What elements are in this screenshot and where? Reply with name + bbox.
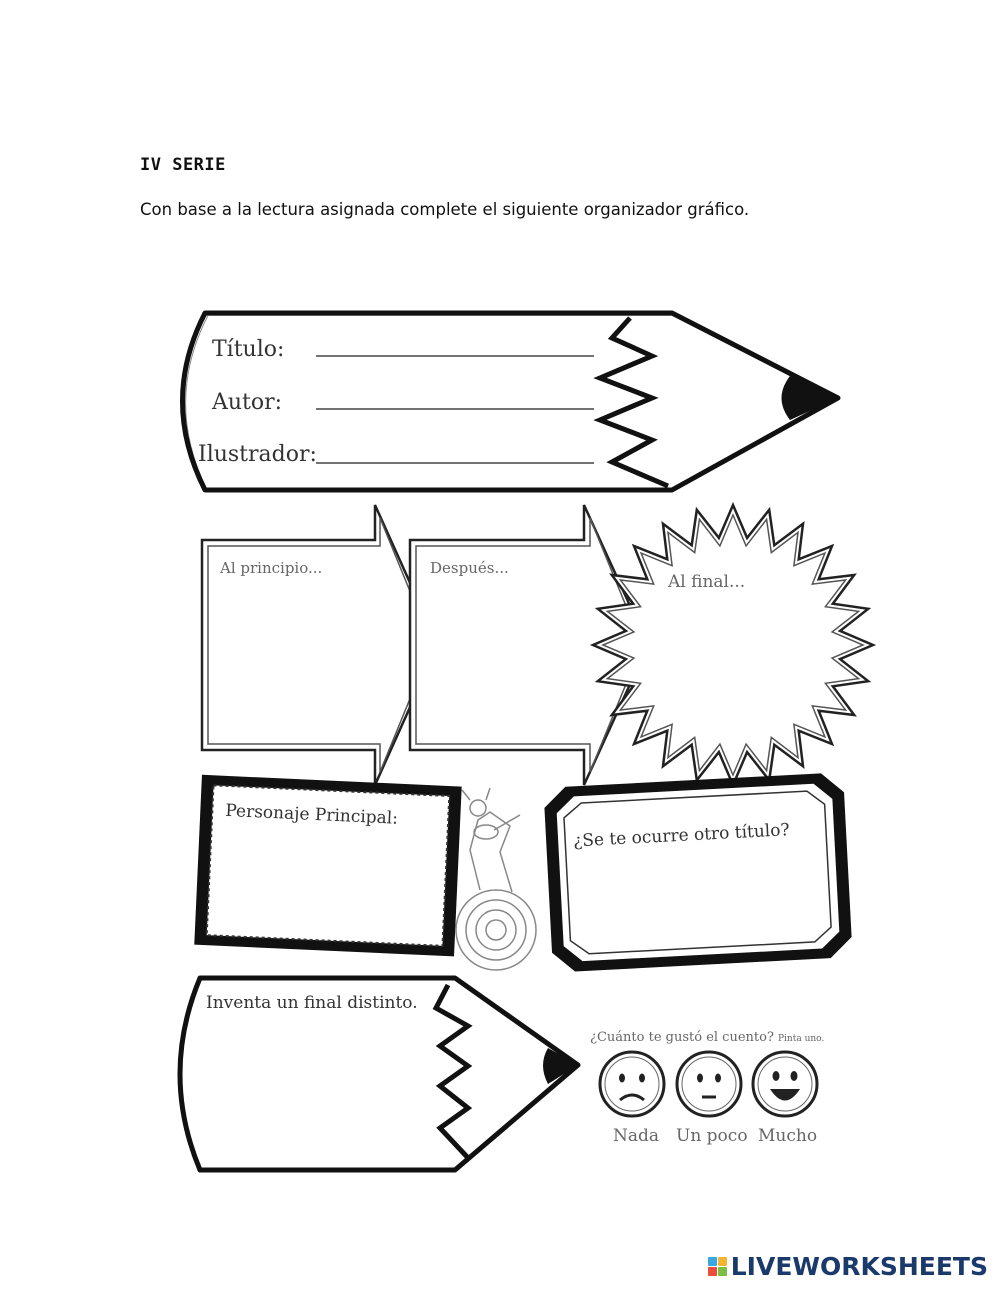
rating-option-mucho: Mucho (758, 1126, 818, 1146)
new-ending-pencil-box[interactable] (180, 978, 578, 1170)
logo-cell-1 (708, 1257, 717, 1266)
neutral-face-icon[interactable] (677, 1052, 741, 1116)
title-label: Título: (212, 337, 285, 362)
rating-question: ¿Cuánto te gustó el cuento? (590, 1030, 774, 1045)
happy-face-icon[interactable] (753, 1052, 817, 1116)
sad-face-icon[interactable] (600, 1052, 664, 1116)
pencil-info-card (183, 313, 839, 492)
logo-cell-4 (718, 1267, 727, 1276)
beginning-label: Al principio... (220, 559, 323, 577)
illustrator-label: Ilustrador: (198, 442, 317, 467)
logo-cell-2 (718, 1257, 727, 1266)
snail-character-icon (456, 788, 536, 970)
end-label: Al final... (668, 572, 746, 592)
brand-text: LIVEWORKSHEETS (730, 1252, 988, 1281)
other-title-label: ¿Se te ocurre otro título? (572, 820, 791, 852)
author-label: Autor: (212, 390, 283, 415)
character-label: Personaje Principal: (224, 800, 399, 829)
liveworksheets-watermark (708, 1252, 988, 1281)
rating-option-un-poco: Un poco (676, 1126, 748, 1146)
after-label: Después... (430, 559, 509, 577)
section-heading: IV SERIE (140, 155, 226, 175)
end-starburst-box[interactable] (593, 505, 873, 785)
instructions-text: Con base a la lectura asignada complete el siguiente organizador gráfico. (140, 200, 750, 219)
liveworksheets-logo-icon (708, 1257, 727, 1276)
logo-cell-3 (708, 1267, 717, 1276)
rating-option-nada: Nada (613, 1126, 660, 1146)
other-title-box[interactable] (543, 772, 852, 972)
beginning-arrow-box[interactable] (202, 505, 438, 785)
main-character-box[interactable] (194, 775, 461, 957)
rating-hint: Pinta uno. (778, 1034, 825, 1044)
story-rating (590, 1030, 824, 1146)
new-ending-label: Inventa un final distinto. (206, 993, 418, 1013)
